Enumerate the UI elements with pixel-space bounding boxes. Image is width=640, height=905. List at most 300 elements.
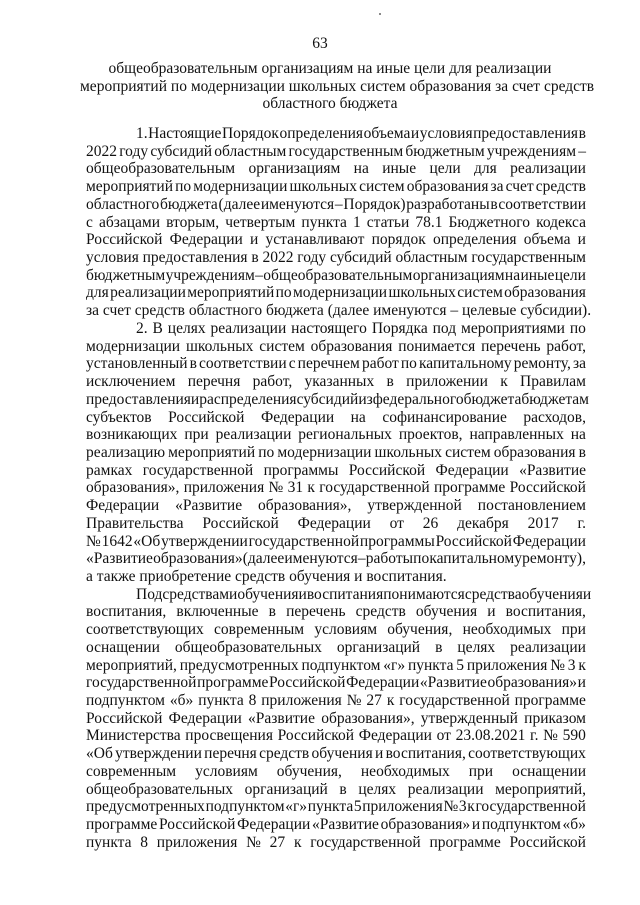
word: именуются bbox=[284, 550, 358, 568]
word: при bbox=[184, 426, 209, 444]
word: перечень bbox=[286, 603, 346, 621]
page-number: 63 bbox=[312, 35, 328, 52]
word: именуются bbox=[260, 195, 335, 213]
word: субсидий bbox=[150, 142, 213, 160]
text-line bbox=[86, 674, 586, 692]
word: объема bbox=[523, 231, 571, 249]
text-line bbox=[86, 745, 586, 763]
word: работ bbox=[361, 355, 399, 373]
word: и bbox=[410, 125, 420, 142]
word: Порядок bbox=[221, 125, 279, 142]
word: образования bbox=[493, 443, 576, 461]
word: общеобразовательным bbox=[263, 266, 413, 284]
word: государственной bbox=[248, 532, 360, 550]
word: проектов, bbox=[398, 426, 463, 444]
word: № bbox=[246, 833, 261, 851]
word: реализации bbox=[510, 638, 586, 656]
word: 31 bbox=[287, 479, 304, 497]
word: № bbox=[543, 727, 558, 745]
word: настоящего bbox=[291, 319, 367, 337]
word: областного bbox=[188, 302, 263, 320]
word: в bbox=[251, 249, 259, 267]
word: Министерства bbox=[86, 727, 181, 745]
word: счет bbox=[505, 178, 534, 196]
word: распределения bbox=[199, 390, 297, 408]
word: предоставления bbox=[473, 125, 579, 142]
word: Порядок) bbox=[343, 195, 406, 213]
word: Российской bbox=[277, 727, 355, 745]
word: в bbox=[268, 603, 276, 621]
text-line bbox=[86, 462, 586, 480]
word: субсидии). bbox=[520, 302, 592, 320]
word: государственным bbox=[288, 142, 404, 160]
heading-line: областного бюджета bbox=[262, 95, 398, 113]
word: Настоящие bbox=[148, 125, 222, 142]
word: включенные bbox=[176, 603, 259, 621]
word: государственной bbox=[399, 692, 510, 709]
word: № bbox=[550, 656, 565, 674]
word: приложения bbox=[156, 833, 238, 851]
word: областного bbox=[86, 195, 160, 213]
text-line bbox=[86, 231, 586, 249]
word: Федерации bbox=[346, 674, 420, 692]
word: «Об bbox=[133, 532, 161, 550]
word: понимается bbox=[398, 337, 476, 355]
word: оснащении bbox=[86, 638, 160, 656]
word: к bbox=[467, 798, 475, 816]
word: систем bbox=[259, 337, 305, 355]
word: мероприятий bbox=[187, 284, 275, 302]
word: бюджета bbox=[463, 390, 522, 408]
word: мероприятий bbox=[86, 178, 174, 196]
word: для bbox=[86, 284, 109, 302]
word: общеобразовательным bbox=[86, 160, 236, 178]
word: Российской bbox=[86, 709, 163, 727]
word: предоставления bbox=[142, 249, 248, 267]
word: пункта bbox=[407, 656, 454, 674]
word: модернизации bbox=[193, 178, 288, 196]
word: субсидий bbox=[296, 390, 359, 408]
word: «Об bbox=[86, 745, 113, 763]
word: объема bbox=[363, 125, 411, 142]
word: бюджетным bbox=[405, 142, 485, 160]
word: исключением bbox=[86, 373, 176, 391]
word: перечень bbox=[481, 337, 541, 355]
text-line bbox=[86, 727, 586, 745]
text-line bbox=[86, 355, 586, 373]
word: в bbox=[386, 373, 394, 391]
word: воспитания, bbox=[86, 603, 167, 621]
word: «г» bbox=[383, 656, 406, 674]
word: приложении bbox=[406, 373, 488, 391]
word: Российской bbox=[509, 833, 586, 851]
word: субсидий bbox=[329, 249, 392, 267]
word: «Развитие bbox=[86, 550, 153, 568]
word: общеобразовательных bbox=[174, 638, 322, 656]
word: г. bbox=[577, 514, 586, 532]
word: для bbox=[474, 160, 497, 178]
word: порядок bbox=[371, 231, 426, 249]
word: обучения bbox=[289, 567, 351, 585]
word: соответствии bbox=[199, 355, 287, 373]
word: систем bbox=[445, 443, 491, 461]
word: «Развитие bbox=[248, 709, 315, 727]
word: государственной bbox=[142, 461, 254, 479]
text-line bbox=[86, 196, 586, 214]
word: утверждении bbox=[161, 532, 248, 550]
word: пункта bbox=[307, 798, 354, 816]
word: работ, bbox=[546, 337, 586, 355]
word: перечнем bbox=[297, 355, 360, 373]
word: и bbox=[577, 674, 586, 692]
word: возникающих bbox=[86, 426, 178, 444]
word: школьных bbox=[388, 284, 456, 302]
word: цели bbox=[554, 266, 586, 284]
word: государственной bbox=[319, 479, 430, 497]
text-line bbox=[86, 160, 586, 178]
word: от bbox=[436, 727, 451, 745]
word: государственной bbox=[310, 833, 421, 851]
word: при bbox=[561, 621, 586, 639]
word: в bbox=[490, 195, 498, 213]
word: работы bbox=[365, 550, 414, 568]
word: программе bbox=[434, 479, 506, 497]
text-line bbox=[86, 585, 592, 604]
word: в bbox=[578, 125, 586, 142]
word: за bbox=[572, 355, 586, 373]
word: 23.08.2021 bbox=[455, 727, 526, 745]
word: школьных bbox=[185, 337, 254, 355]
word: программе bbox=[429, 833, 501, 851]
word: именуются bbox=[373, 302, 447, 320]
word: с bbox=[86, 213, 93, 231]
text-line bbox=[86, 125, 586, 143]
word: за bbox=[490, 178, 504, 196]
word: областным bbox=[214, 142, 287, 160]
word: Федерации bbox=[237, 816, 311, 834]
word: 2017 bbox=[527, 514, 559, 532]
word: «Развитие bbox=[311, 816, 379, 834]
word: по bbox=[400, 355, 417, 373]
word: № bbox=[346, 692, 362, 709]
word: (далее bbox=[327, 302, 370, 320]
paragraph-p1 bbox=[86, 125, 592, 320]
word: Правительства bbox=[86, 514, 184, 532]
text-line bbox=[86, 338, 586, 356]
word: 8 bbox=[140, 833, 149, 851]
word: перечня bbox=[187, 373, 241, 391]
word: пункта bbox=[198, 692, 244, 709]
word: по bbox=[413, 550, 430, 568]
word: бюджета bbox=[160, 195, 218, 213]
word: приложения bbox=[183, 479, 265, 497]
word: просвещения bbox=[185, 727, 273, 745]
word: мероприятий bbox=[168, 443, 256, 461]
word: воспитания, bbox=[385, 745, 466, 763]
word: 1 bbox=[352, 213, 361, 231]
word: систем bbox=[359, 178, 405, 196]
word: предусмотренных bbox=[179, 656, 299, 674]
text-line bbox=[86, 568, 586, 586]
word: Российской bbox=[269, 674, 346, 692]
word: счет bbox=[102, 302, 131, 320]
word: образования» bbox=[380, 816, 471, 834]
word: указанных bbox=[304, 373, 375, 391]
word: воспитания, bbox=[505, 603, 586, 621]
text-line bbox=[86, 781, 586, 799]
text-line bbox=[86, 798, 586, 816]
word: 27 bbox=[269, 833, 286, 851]
word: Под bbox=[136, 585, 163, 603]
word: учреждениям bbox=[486, 142, 577, 160]
word: утвержденный bbox=[420, 709, 518, 727]
word: 27 bbox=[366, 692, 382, 709]
word: обучения bbox=[415, 603, 478, 621]
word: реализации bbox=[510, 160, 586, 178]
word: Федерации bbox=[512, 532, 586, 550]
word: соответствующих bbox=[86, 621, 204, 639]
word: необходимых bbox=[360, 762, 450, 780]
word: модернизации bbox=[292, 284, 388, 302]
word: году bbox=[119, 142, 149, 160]
word: целях bbox=[358, 780, 397, 798]
text-line bbox=[86, 834, 586, 852]
word: «Развитие bbox=[419, 674, 487, 692]
word: образования» bbox=[487, 674, 577, 692]
word: программе bbox=[197, 674, 269, 692]
document-body bbox=[86, 125, 592, 851]
word: организациям bbox=[248, 160, 341, 178]
word: Федерации bbox=[358, 727, 432, 745]
word: целевые bbox=[462, 302, 517, 320]
word: учреждениям bbox=[165, 266, 255, 284]
word: организациям bbox=[412, 266, 505, 284]
word: и bbox=[250, 231, 259, 249]
text-line bbox=[86, 302, 592, 320]
word: из bbox=[358, 390, 373, 408]
text-line bbox=[86, 426, 586, 444]
word: – bbox=[334, 195, 343, 213]
word: приложения bbox=[362, 798, 443, 816]
word: к bbox=[578, 656, 586, 674]
word: образования bbox=[310, 337, 393, 355]
word: понимаются bbox=[383, 585, 465, 603]
word: модернизации bbox=[86, 337, 181, 355]
text-line bbox=[86, 550, 586, 568]
word: на bbox=[570, 426, 586, 444]
word: Российской bbox=[168, 408, 245, 426]
word: целях bbox=[457, 638, 496, 656]
word: капитальному bbox=[429, 550, 522, 568]
word: 78.1 bbox=[415, 213, 443, 231]
text-line bbox=[86, 657, 586, 675]
word: бюджетным bbox=[86, 266, 166, 284]
word: подпунктом bbox=[86, 692, 165, 709]
word: 2022 bbox=[262, 249, 294, 267]
word: Федерации bbox=[168, 709, 242, 727]
text-line bbox=[86, 143, 586, 161]
word: Бюджетного bbox=[448, 213, 531, 231]
word: соответствующих bbox=[468, 745, 586, 763]
word: Федерации bbox=[86, 497, 160, 515]
word: Российской bbox=[158, 816, 236, 834]
word: подпунктом bbox=[481, 816, 561, 834]
word: образования» bbox=[153, 550, 243, 568]
text-line bbox=[86, 763, 586, 781]
word: образования bbox=[406, 178, 489, 196]
word: Федерации bbox=[260, 408, 335, 426]
word: № bbox=[443, 798, 459, 816]
text-line bbox=[86, 533, 586, 551]
word: Федерации bbox=[435, 461, 509, 479]
word: обучения, bbox=[387, 621, 453, 639]
word: и bbox=[298, 585, 307, 603]
word: 5 bbox=[456, 656, 465, 674]
word: Российской bbox=[435, 532, 512, 550]
word: и bbox=[577, 231, 586, 249]
word: перечня bbox=[204, 745, 257, 763]
text-line bbox=[86, 214, 586, 232]
text-line bbox=[86, 621, 586, 639]
text-line bbox=[86, 409, 586, 427]
word: к bbox=[293, 833, 302, 851]
word: в bbox=[578, 443, 586, 461]
word: программе bbox=[514, 692, 586, 709]
word: – bbox=[450, 302, 459, 320]
word: определения bbox=[279, 125, 364, 142]
word: средств bbox=[355, 603, 406, 621]
word: расходов, bbox=[523, 408, 586, 426]
text-line bbox=[86, 178, 586, 196]
text-line bbox=[86, 373, 586, 391]
word: под bbox=[432, 319, 457, 337]
word: мероприятий, bbox=[495, 780, 586, 798]
word: 8 bbox=[248, 692, 257, 709]
word: федерального bbox=[372, 390, 464, 408]
word: предусмотренных bbox=[86, 798, 205, 816]
paragraph-p3 bbox=[86, 585, 592, 852]
word: приложения bbox=[261, 692, 342, 709]
text-line bbox=[86, 320, 586, 338]
text-line bbox=[86, 267, 586, 285]
word: «г» bbox=[285, 798, 308, 816]
word: региональных bbox=[298, 426, 392, 444]
word: в bbox=[435, 638, 443, 656]
section-heading bbox=[80, 60, 595, 113]
word: – bbox=[357, 550, 366, 568]
word: реализации bbox=[407, 780, 484, 798]
word: и bbox=[375, 745, 384, 763]
word: цели bbox=[429, 160, 461, 178]
word: «Развитие bbox=[519, 461, 586, 479]
word: обучения, bbox=[276, 762, 342, 780]
word: к bbox=[307, 479, 315, 497]
text-line bbox=[86, 249, 586, 267]
word: систем bbox=[457, 284, 503, 302]
word: и bbox=[190, 390, 200, 408]
word: кодекса bbox=[536, 213, 586, 231]
word: по bbox=[175, 178, 192, 196]
word: утверждении bbox=[115, 745, 202, 763]
word: В bbox=[152, 319, 163, 337]
word: вторым, bbox=[166, 213, 220, 231]
word: условия bbox=[86, 249, 139, 267]
word: государственной bbox=[86, 674, 197, 692]
word: ремонту, bbox=[513, 355, 571, 373]
word: Федерации bbox=[297, 514, 371, 532]
word: образования», bbox=[86, 479, 180, 497]
word: декабря bbox=[457, 514, 509, 532]
word: рамках bbox=[86, 461, 133, 479]
text-line bbox=[86, 692, 586, 710]
word: № bbox=[86, 532, 101, 550]
heading-line: общеобразовательным организациям на иные цели для реализации bbox=[108, 60, 552, 77]
text-line bbox=[86, 603, 586, 621]
word: софинансирование bbox=[382, 408, 507, 426]
word: к bbox=[500, 373, 508, 391]
word: средств bbox=[235, 567, 286, 585]
word: реализации bbox=[210, 319, 287, 337]
word: устанавливают bbox=[265, 231, 365, 249]
word: реализации bbox=[110, 284, 186, 302]
word: современным bbox=[214, 621, 305, 639]
word: реализацию bbox=[86, 443, 166, 461]
word: Российской bbox=[202, 514, 279, 532]
word: оснащении bbox=[512, 762, 586, 780]
word: в bbox=[189, 355, 197, 373]
word: мероприятий, bbox=[86, 656, 177, 674]
word: средства bbox=[464, 585, 522, 603]
word: определения bbox=[432, 231, 517, 249]
word: Российской bbox=[509, 479, 586, 497]
word: – bbox=[255, 266, 263, 284]
word: необходимых bbox=[462, 621, 552, 639]
word: Федерации bbox=[169, 231, 243, 249]
word: иные bbox=[520, 266, 555, 284]
word: приобретение bbox=[139, 567, 232, 585]
word: бюджета bbox=[266, 302, 324, 320]
word: Российской bbox=[348, 461, 426, 479]
word: Российской bbox=[86, 231, 163, 249]
word: школьных bbox=[374, 443, 443, 461]
word: Правилам bbox=[520, 373, 586, 391]
word: по bbox=[275, 284, 292, 302]
word: пункта bbox=[301, 213, 347, 231]
word: на bbox=[504, 266, 521, 284]
word: условия bbox=[419, 125, 473, 142]
word: средств bbox=[259, 745, 310, 763]
word: от bbox=[389, 514, 404, 532]
word: и bbox=[487, 603, 496, 621]
text-line bbox=[86, 515, 586, 533]
word: подпунктом bbox=[205, 798, 285, 816]
word: воспитания bbox=[306, 585, 384, 603]
word: государственной bbox=[475, 798, 586, 816]
word: 2. bbox=[136, 319, 148, 337]
word: в bbox=[339, 780, 347, 798]
word: образования», bbox=[258, 497, 352, 515]
text-line bbox=[86, 444, 586, 462]
word: – bbox=[578, 142, 586, 160]
word: мероприятиями bbox=[461, 319, 565, 337]
word: средств bbox=[134, 302, 185, 320]
word: на bbox=[353, 160, 369, 178]
word: при bbox=[468, 762, 494, 780]
word: «б» bbox=[562, 816, 586, 834]
word: Порядка bbox=[371, 319, 428, 337]
word: образования bbox=[504, 284, 586, 302]
word: 590 bbox=[562, 727, 586, 745]
